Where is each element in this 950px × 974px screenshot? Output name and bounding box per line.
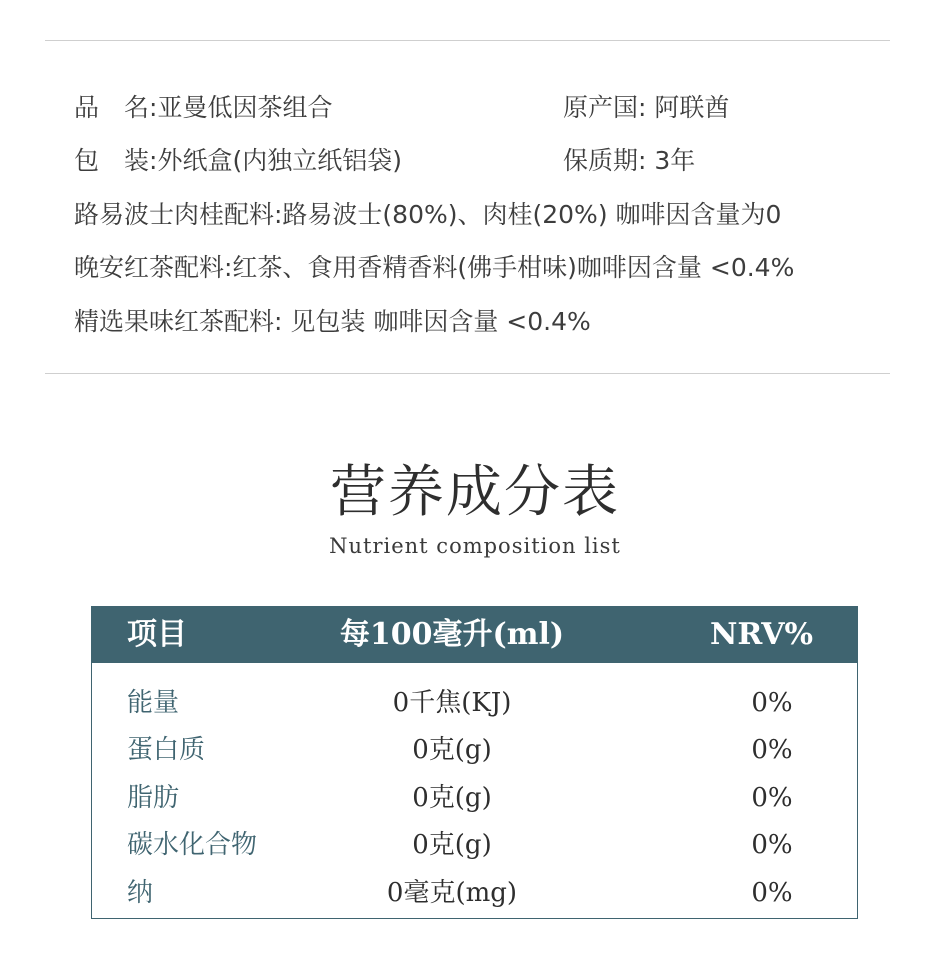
row-item: 碳水化合物: [127, 830, 258, 860]
row-per-100ml: 0千焦(KJ): [392, 688, 512, 718]
table-row: [92, 825, 857, 865]
table-row: [92, 730, 857, 770]
shelf-life-label: 保质期: [563, 146, 639, 175]
package-line: 包 装:外纸盒(内独立纸铝袋): [74, 146, 402, 175]
package-label: 包 装: [74, 146, 150, 175]
row-item: 能量: [127, 688, 180, 718]
origin-line: 原产国: 阿联酋: [563, 93, 730, 122]
fruit-tea-ingredients-line: 精选果味红茶配料: 见包装 咖啡因含量 <0.4%: [74, 307, 591, 336]
row-item: 脂肪: [127, 783, 180, 813]
row-item: 蛋白质: [127, 735, 206, 765]
row-nrv: 0%: [751, 878, 793, 908]
origin-value: 阿联酋: [654, 93, 730, 122]
section-title: 营养成分表: [330, 460, 620, 525]
product-name-line: 品 名:亚曼低因茶组合: [74, 93, 333, 122]
product-name-value: 亚曼低因茶组合: [157, 93, 333, 122]
rooibos-ingredients-line: 路易波士肉桂配料:路易波士(80%)、肉桂(20%) 咖啡因含量为0: [74, 200, 782, 229]
row-per-100ml: 0克(g): [412, 735, 492, 765]
shelf-life-line: 保质期: 3年: [563, 146, 696, 175]
row-per-100ml: 0克(g): [412, 830, 492, 860]
row-per-100ml: 0克(g): [412, 783, 492, 813]
night-tea-ingredients-line: 晚安红茶配料:红茶、食用香精香料(佛手柑味)咖啡因含量 <0.4%: [74, 253, 795, 282]
header-item: 项目: [127, 617, 187, 652]
table-header: [92, 607, 857, 663]
row-nrv: 0%: [751, 735, 793, 765]
top-divider: [45, 40, 890, 41]
row-nrv: 0%: [751, 688, 793, 718]
origin-label: 原产国: [563, 93, 639, 122]
row-per-100ml: 0毫克(mg): [386, 878, 518, 908]
middle-divider: [45, 373, 890, 374]
table-row: [92, 683, 857, 723]
row-nrv: 0%: [751, 830, 793, 860]
table-row: [92, 873, 857, 913]
header-nrv: NRV%: [710, 617, 814, 652]
product-name-label: 品 名: [74, 93, 150, 122]
nutrition-table: [91, 606, 858, 919]
shelf-life-value: 3年: [654, 146, 696, 175]
header-per-100ml: 每100毫升(ml): [339, 617, 565, 652]
row-item: 纳: [127, 878, 154, 908]
row-nrv: 0%: [751, 783, 793, 813]
package-value: 外纸盒(内独立纸铝袋): [157, 146, 402, 175]
table-row: [92, 778, 857, 818]
section-subtitle: Nutrient composition list: [329, 534, 621, 558]
